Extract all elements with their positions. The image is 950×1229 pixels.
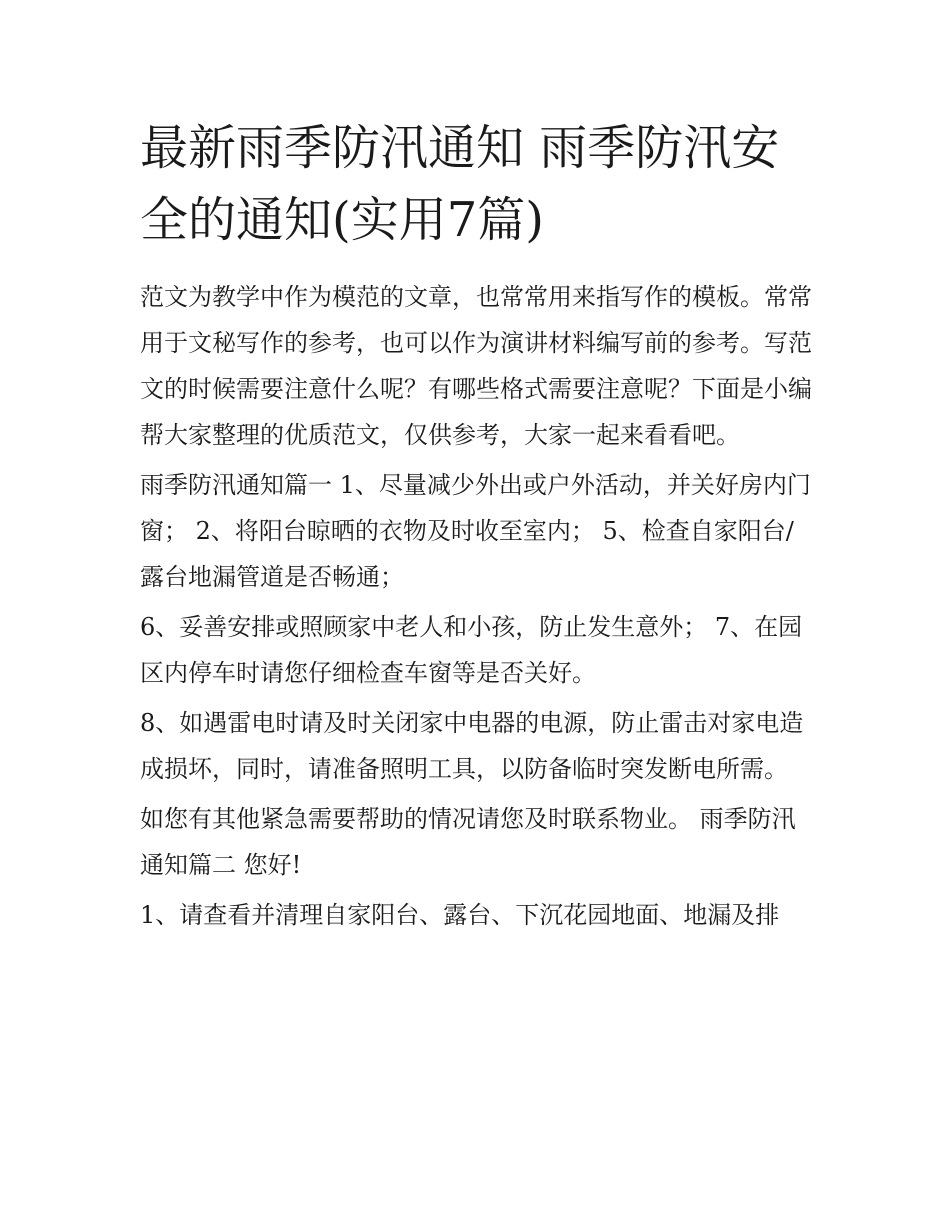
paragraph-item-8: 8、如遇雷电时请及时关闭家中电器的电源，防止雷击对家电造成损坏，同时，请准备照明工具，以防备临时突发断电所需。: [140, 709, 804, 783]
paragraph-item-1: 1、请查看并清理自家阳台、露台、下沉花园地面、地漏及排: [140, 901, 780, 929]
paragraph-contact-notice-two: 如您有其他紧急需要帮助的情况请您及时联系物业。 雨季防汛通知篇二 您好!: [140, 805, 796, 879]
paragraph-intro: 范文为教学中作为模范的文章，也常常用来指写作的模板。常常用于文秘写作的参考，也可以作为演讲材料编写前的参考。写范文的时候需要注意什么呢？有哪些格式需要注意呢？下面是小编帮大家整理的优质范文，仅供参考，大家一起来看看吧。: [140, 283, 812, 449]
paragraph-notice-one: 雨季防汛通知篇一 1、尽量减少外出或户外活动，并关好房内门窗； 2、将阳台晾晒的衣物及时收至室内； 5、检查自家阳台/露台地漏管道是否畅通；: [140, 471, 811, 591]
document-body: [140, 112, 815, 942]
document-title: 最新雨季防汛通知 雨季防汛安全的通知(实用7篇): [140, 120, 780, 248]
paragraph-items-6-7: 6、妥善安排或照顾家中老人和小孩，防止发生意外； 7、在园区内停车时请您仔细检查车窗等是否关好。: [140, 613, 803, 687]
